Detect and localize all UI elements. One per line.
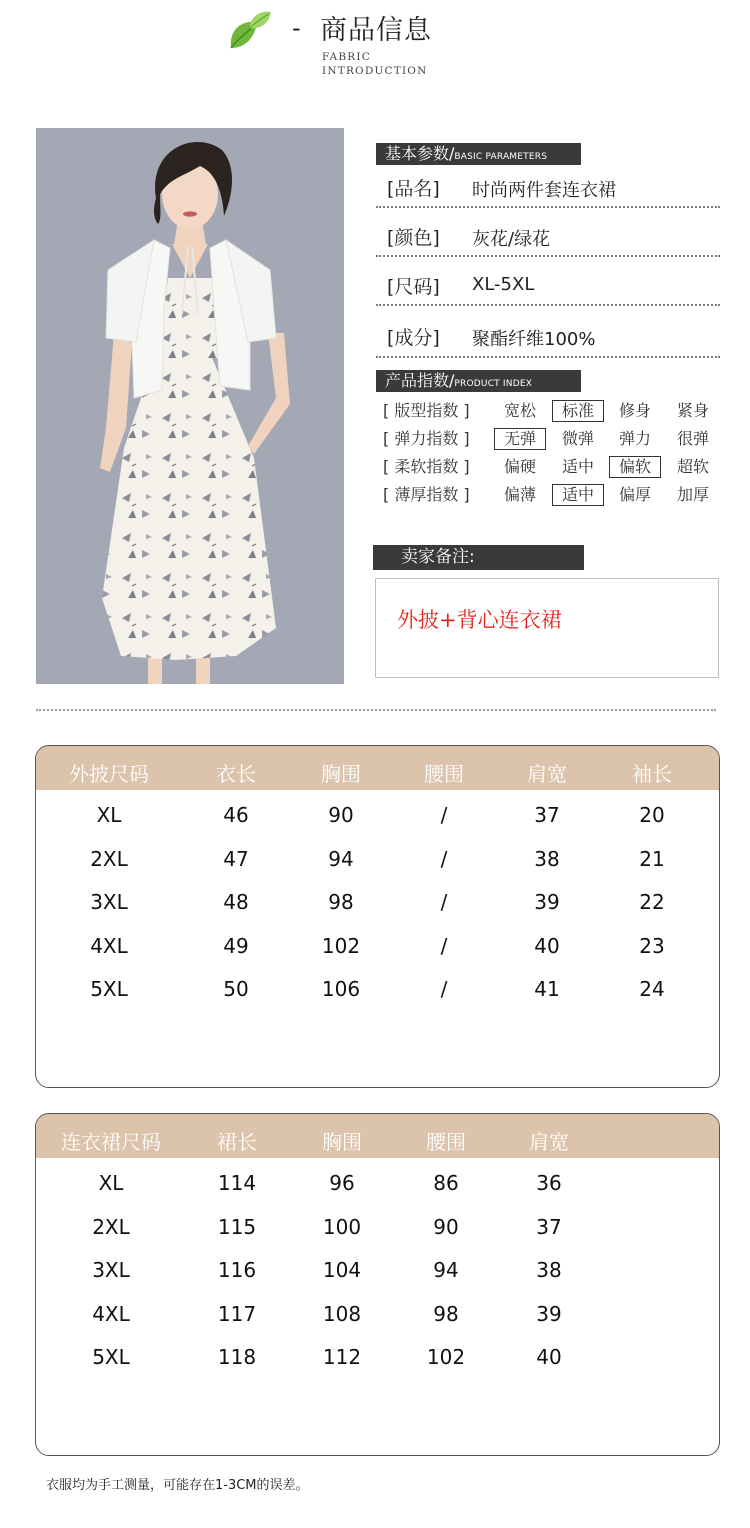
index-key: [ 薄厚指数 ] [383, 485, 470, 504]
table-header-cell: 胸围 [322, 1130, 362, 1154]
table-cell: 86 [433, 1171, 459, 1195]
table-cell: 94 [433, 1258, 459, 1282]
param-value: XL-5XL [472, 274, 535, 295]
param-key: [颜色] [387, 227, 440, 249]
index-key: [ 弹力指数 ] [383, 429, 470, 448]
index-option-selected: 适中 [552, 484, 604, 506]
header-subtitle-line2: INTRODUCTION [322, 65, 428, 77]
index-option: 超软 [676, 457, 709, 476]
table-cell: 102 [426, 1345, 466, 1369]
dress-size-table [35, 1113, 720, 1456]
jacket-size-table [35, 745, 720, 1088]
index-option: 修身 [618, 401, 651, 420]
table-cell: 3XL [92, 1258, 130, 1282]
param-key: [品名] [387, 178, 440, 200]
table-cell: 115 [217, 1214, 257, 1239]
seller-note-text: 外披+背心连衣裙 [397, 608, 562, 632]
table-cell: XL [96, 803, 122, 827]
index-option: 加厚 [676, 485, 709, 504]
index-row [376, 456, 720, 478]
page-title: 商品信息 [320, 15, 432, 46]
table-cell: 98 [328, 890, 354, 914]
table-cell: 49 [223, 933, 249, 958]
table-header-cell: 裙长 [217, 1130, 257, 1154]
table-cell: 50 [223, 977, 249, 1001]
table-cell: 36 [536, 1171, 562, 1195]
basic-parameters-label-en: BASIC PARAMETERS [454, 152, 548, 162]
table-cell: / [440, 977, 448, 1001]
divider [36, 709, 716, 711]
table-header-cell: 衣长 [216, 762, 256, 786]
table-cell: 23 [639, 933, 665, 958]
table-cell: 106 [321, 977, 361, 1001]
table-cell: 90 [328, 803, 354, 827]
table-cell: 37 [536, 1214, 562, 1239]
index-option: 偏薄 [503, 485, 536, 504]
table-cell: 39 [536, 1301, 562, 1326]
table-header-cell: 连衣裙尺码 [61, 1130, 161, 1154]
table-cell: / [440, 846, 448, 871]
table-cell: 38 [534, 846, 560, 871]
index-key: [ 柔软指数 ] [383, 457, 470, 476]
param-row-color [376, 209, 720, 257]
table-cell: 2XL [90, 846, 128, 871]
param-row-material [376, 307, 720, 358]
table-cell: 94 [328, 846, 354, 871]
table-cell: 24 [639, 977, 665, 1001]
table-cell: 98 [433, 1301, 459, 1326]
param-value: 灰花/绿花 [472, 229, 551, 250]
table-cell: 38 [536, 1258, 562, 1282]
table-cell: 48 [223, 890, 249, 914]
index-row [376, 428, 720, 450]
table-header-cell: 肩宽 [529, 1130, 569, 1154]
table-cell: 118 [217, 1345, 257, 1369]
index-option: 偏厚 [618, 485, 651, 504]
table-cell: 4XL [92, 1301, 130, 1326]
table-cell: / [440, 890, 448, 914]
index-row [376, 484, 720, 506]
table-cell: 112 [322, 1345, 362, 1369]
index-option: 适中 [561, 457, 594, 476]
table-cell: 117 [217, 1301, 257, 1326]
footnote: 衣服均为手工测量，可能存在1-3CM的误差。 [46, 1478, 309, 1493]
index-option: 微弹 [561, 429, 594, 448]
model-illustration [36, 128, 344, 684]
product-photo [36, 128, 344, 684]
table-cell: / [440, 803, 448, 827]
table-header [36, 1114, 719, 1158]
basic-parameters-label-zh: 基本参数/ [385, 144, 455, 163]
index-option: 很弹 [676, 429, 709, 448]
table-cell: 41 [534, 977, 560, 1001]
table-cell: 116 [217, 1258, 257, 1282]
table-cell: 100 [322, 1214, 362, 1239]
index-option-selected: 无弹 [494, 428, 546, 450]
param-row-size [376, 258, 720, 306]
seller-note-label: 卖家备注: [373, 545, 584, 570]
table-cell: 46 [223, 803, 249, 827]
table-cell: 102 [321, 933, 361, 958]
table-header-cell: 肩宽 [527, 762, 567, 786]
table-cell: 20 [639, 803, 665, 827]
table-cell: 96 [329, 1171, 355, 1195]
leaf-icon [225, 8, 275, 52]
param-row-name [376, 160, 720, 208]
table-cell: 90 [433, 1214, 459, 1239]
table-cell: 4XL [90, 933, 128, 958]
table-cell: 108 [322, 1301, 362, 1326]
table-cell: 114 [217, 1171, 257, 1195]
section-header [0, 0, 750, 100]
index-option: 偏硬 [503, 457, 536, 476]
table-cell: / [440, 933, 448, 958]
table-header-cell: 胸围 [321, 762, 361, 786]
table-cell: 22 [639, 890, 665, 914]
table-header-cell: 外披尺码 [69, 762, 149, 786]
index-option: 弹力 [618, 429, 651, 448]
param-key: [尺码] [387, 276, 440, 298]
index-key: [ 版型指数 ] [383, 401, 470, 420]
table-header-cell: 袖长 [632, 762, 672, 786]
index-option: 宽松 [503, 401, 536, 420]
table-cell: 40 [536, 1345, 562, 1369]
product-index-label [376, 370, 581, 392]
param-key: [成分] [387, 327, 440, 349]
header-subtitle-line1: FABRIC [322, 51, 371, 63]
table-header [36, 746, 719, 790]
table-cell: 3XL [90, 890, 128, 914]
header-subtitle [322, 50, 428, 78]
product-index-label-en: PRODUCT INDEX [454, 379, 533, 389]
table-cell: 2XL [92, 1214, 130, 1239]
table-cell: 104 [322, 1258, 362, 1282]
table-cell: 37 [534, 803, 560, 827]
table-cell: 5XL [92, 1345, 130, 1369]
table-header-cell: 腰围 [426, 1130, 466, 1154]
table-cell: 40 [534, 933, 560, 958]
index-option-selected: 偏软 [609, 456, 661, 478]
header-dash: - [292, 14, 301, 42]
param-value: 时尚两件套连衣裙 [472, 180, 616, 201]
table-cell: 5XL [90, 977, 128, 1001]
index-option: 紧身 [676, 401, 709, 420]
table-cell: 47 [223, 846, 249, 871]
table-header-cell: 腰围 [424, 762, 464, 786]
product-index-label-zh: 产品指数/ [385, 371, 455, 390]
table-cell: 39 [534, 890, 560, 914]
param-value: 聚酯纤维100% [472, 329, 596, 350]
index-option-selected: 标准 [552, 400, 604, 422]
table-cell: XL [98, 1171, 124, 1195]
table-cell: 21 [639, 846, 665, 871]
index-row [376, 400, 720, 422]
seller-note-box [375, 578, 719, 678]
